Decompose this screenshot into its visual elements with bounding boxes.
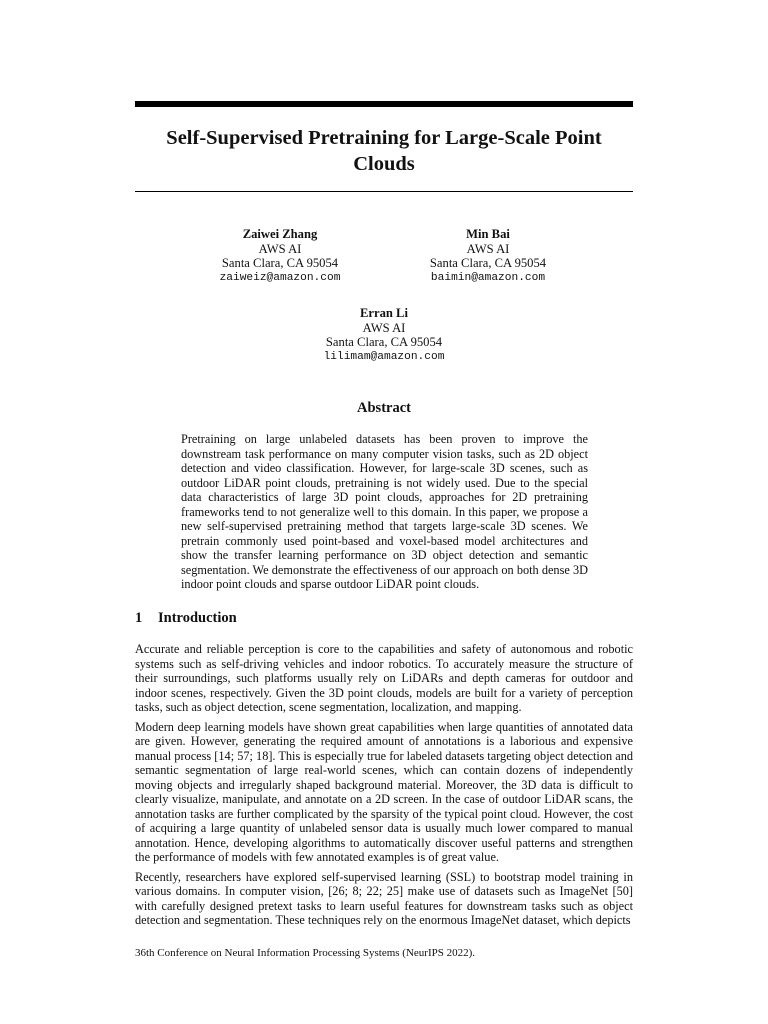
abstract-text: Pretraining on large unlabeled datasets has been proven to improve the downstream task performance on many computer vision tasks, such as 2D object detection and video classification. However, for large-scale 3D scenes, such as outdoor LiDAR point clouds, pretraining is not widely used. Due to the special data characteristics of large 3D point clouds, approaches for 2D pretraining frameworks tend to not generalize well to this domain. In this paper, we propose a new self-supervised pretraining method that targets large-scale 3D scenes. We pretrain commonly used point-based and voxel-based model architectures and show the transfer learning performance on 3D object detection and semantic segmentation. We demonstrate the effectiveness of our approach on both dense 3D indoor point clouds and sparse outdoor LiDAR point clouds. [181,432,588,591]
body-paragraph: Modern deep learning models have shown great capabilities when large quantities of annotated data are given. However, generating the required amount of annotations is a laborious and expensive manual process [14; 57; 18]. This is especially true for labeled datasets targeting object detection and semantic segmentation of large real-world scenes, which can contain dozens of independently moving objects and irregularly shaped background material. Moreover, the 3D data is difficult to clearly visualize, manipulate, and annotate on a 2D screen. In the case of outdoor LiDAR scans, the annotation tasks are further complicated by the sparsity of the typical point cloud. However, the cost of acquiring a large quantity of unlabeled sensor data is usually much lower compared to manual annotation. Hence, developing algorithms to automatically discover useful patterns and strengthen the performance of models with few annotated examples is of great value. [135,719,633,864]
author-email: lilimam@amazon.com [323,350,445,363]
author-name: Zaiwei Zhang [242,227,318,241]
author-name: Erran Li [360,306,408,320]
section-title: Introduction [158,610,237,626]
section-number: 1 [135,610,143,626]
author-block [388,227,588,285]
author-block [180,227,380,285]
author-affiliation: AWS AI [466,241,510,256]
author-address: Santa Clara, CA 95054 [429,256,547,270]
author-affiliation: AWS AI [258,241,302,256]
author-email: zaiweiz@amazon.com [219,271,341,284]
paper-title: Self-Supervised Pretraining for Large-Scale Point Clouds [166,127,602,175]
top-rule [135,101,633,107]
section-heading [135,610,237,627]
author-address: Santa Clara, CA 95054 [221,256,339,270]
body-paragraph: Recently, researchers have explored self-supervised learning (SSL) to bootstrap model training in various domains. In computer vision, [26; 8; 22; 25] make use of datasets such as ImageNet [50] with carefully designed pretext tasks to learn useful features for downstream tasks such as object detection and segmentation. These techniques rely on the enormous ImageNet dataset, which depicts [135,869,633,927]
section-body [135,642,633,933]
author-affiliation: AWS AI [362,320,406,335]
conference-footnote: 36th Conference on Neural Information Processing Systems (NeurIPS 2022). [135,947,476,959]
body-paragraph: Accurate and reliable perception is core to the capabilities and safety of autonomous and robotic systems such as self-driving vehicles and indoor robotics. To accurately measure the structure of their surroundings, such platforms usually rely on LiDARs and depth cameras for outdoor and indoor scenes, respectively. Given the 3D point clouds, models are built for a variety of perception tasks, such as object detection, scene segmentation, localization, and mapping. [135,642,633,714]
author-address: Santa Clara, CA 95054 [325,335,443,349]
author-block [284,306,484,364]
author-email: baimin@amazon.com [430,271,546,284]
abstract-heading: Abstract [357,400,411,416]
title-rule [135,191,633,192]
author-name: Min Bai [466,227,510,241]
